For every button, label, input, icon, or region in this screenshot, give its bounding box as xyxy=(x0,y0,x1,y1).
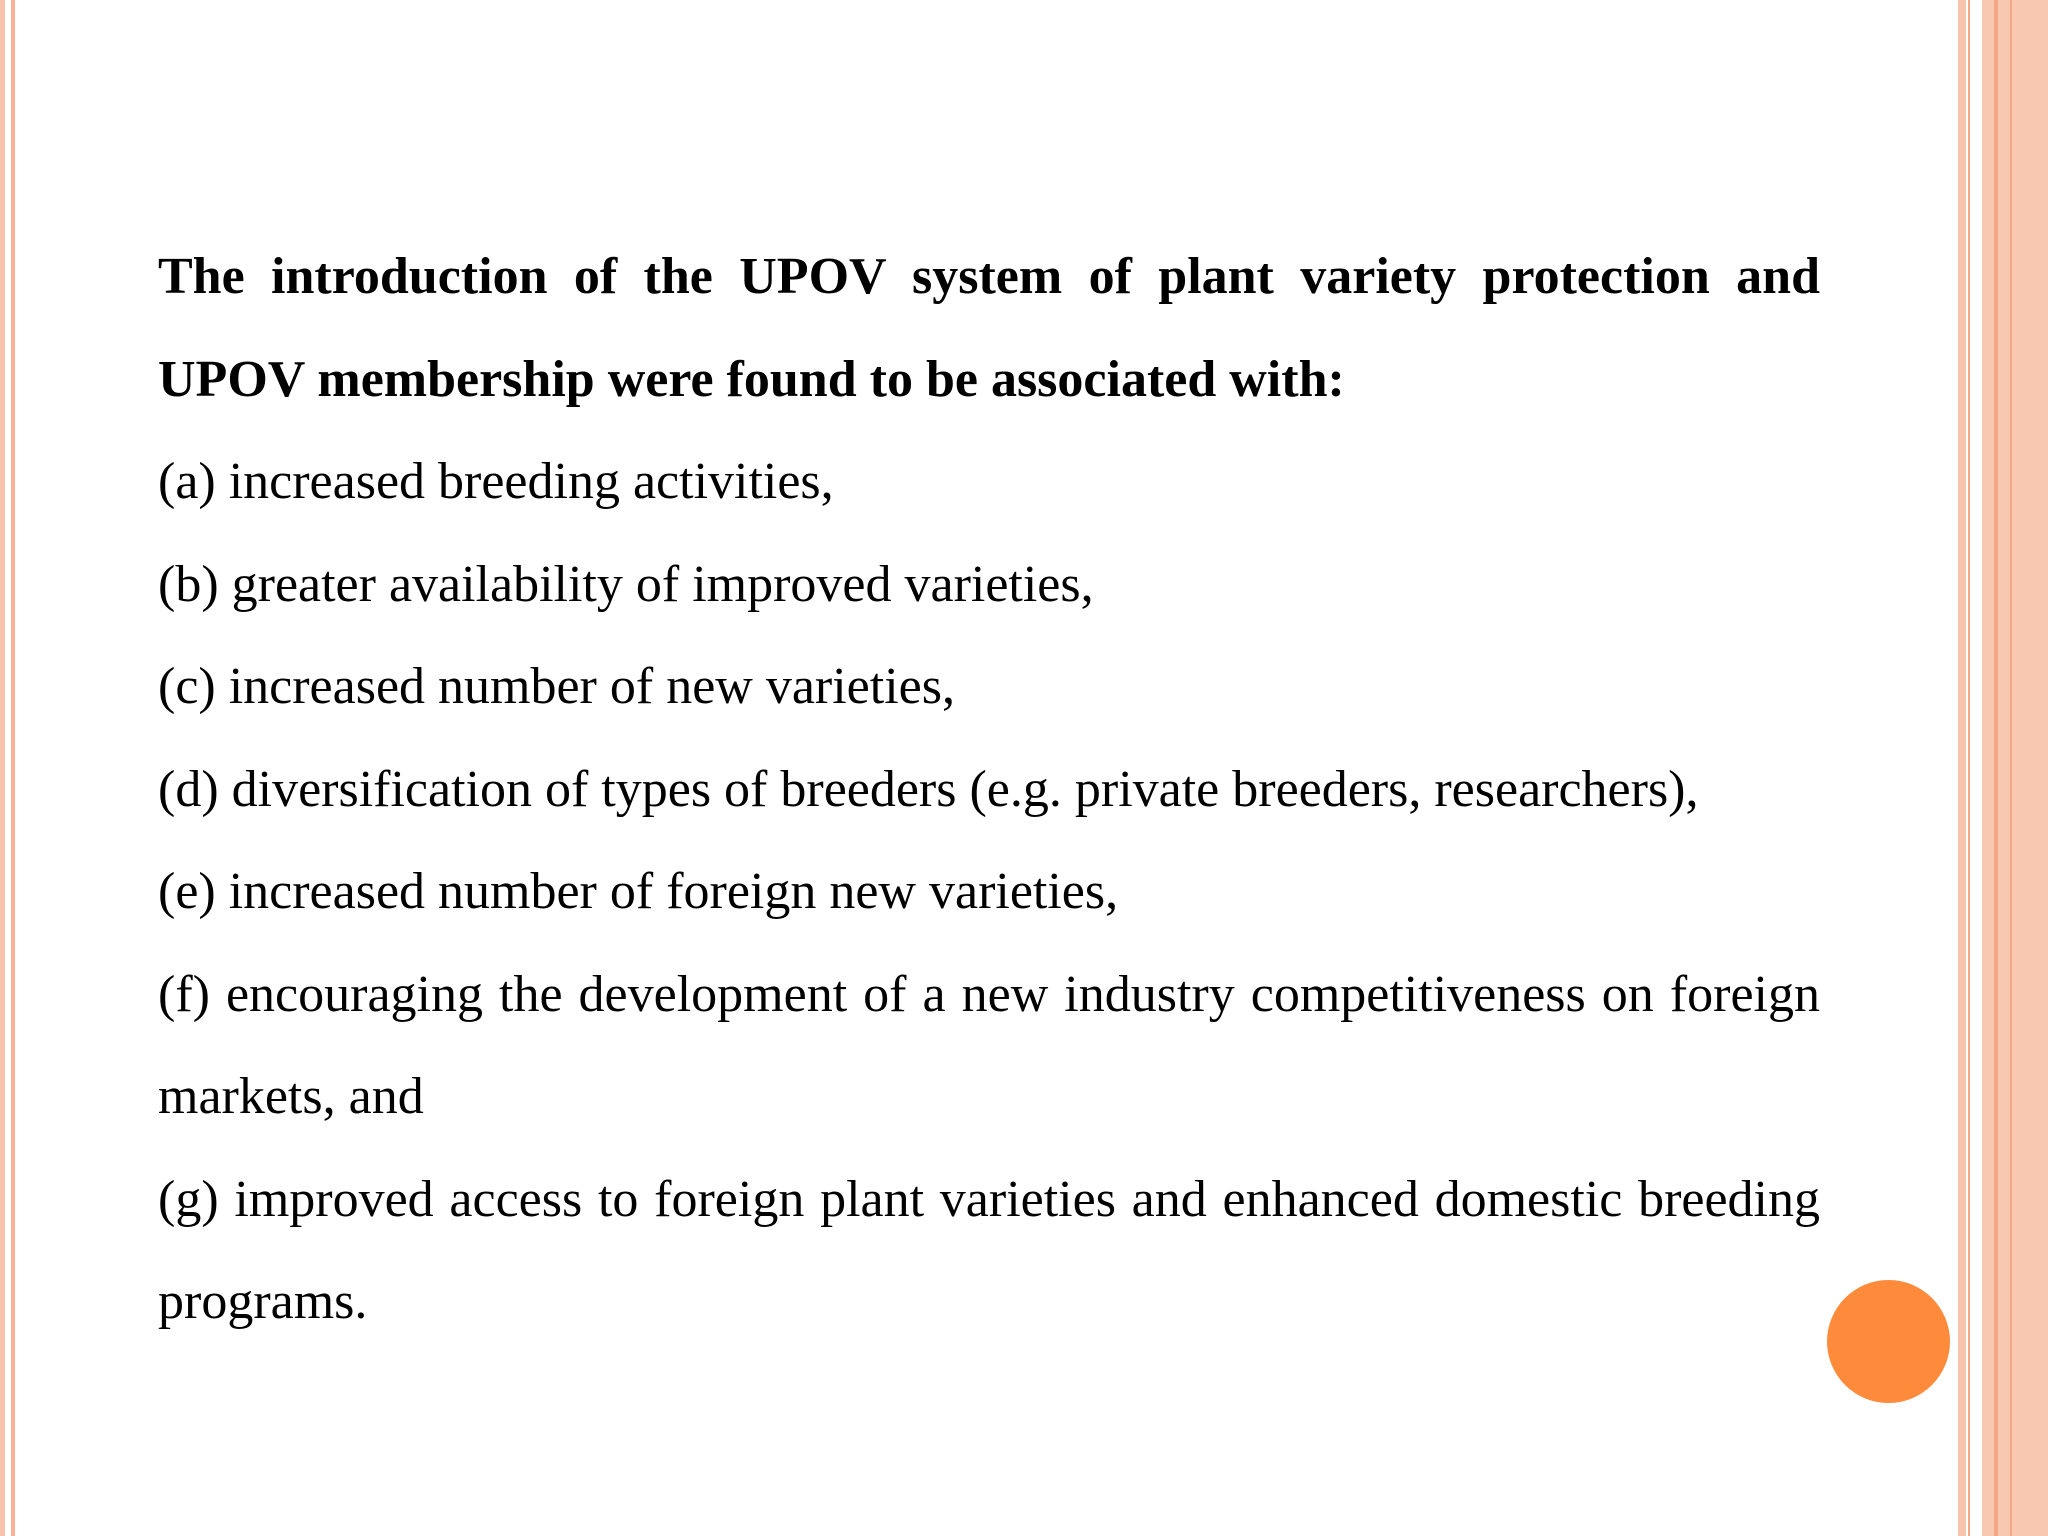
list-item-g: (g) improved access to foreign plant varieties and enhanced domestic breeding programs. xyxy=(158,1170,1820,1330)
right-border-band-line-2 xyxy=(2010,0,2012,1536)
list-item-c: (c) increased number of new varieties, xyxy=(158,658,955,715)
slide-body xyxy=(158,226,1820,1354)
right-border-line xyxy=(1968,0,1970,1536)
left-border-stripe xyxy=(0,0,5,1536)
intro-paragraph: The introduction of the UPOV system of plant variety protection and UPOV membership were found to be associated with: xyxy=(158,248,1820,408)
list-item-b: (b) greater availability of improved varieties, xyxy=(158,555,1094,613)
list-item-d: (d) diversification of types of breeders (e.g. private breeders, researchers), xyxy=(158,760,1699,818)
right-border-band-line xyxy=(1994,0,1998,1536)
list-item-f: (f) encouraging the development of a new industry competitiveness on foreign markets, and xyxy=(158,965,1820,1125)
list-item-a: (a) increased breeding activities, xyxy=(158,453,834,510)
right-border-band xyxy=(1982,0,2048,1536)
right-border-stripe xyxy=(1958,0,1966,1536)
list-item-e: (e) increased number of foreign new varieties, xyxy=(158,863,1119,920)
decorative-orange-circle xyxy=(1827,1280,1950,1403)
left-border-stripe-inner xyxy=(11,0,15,1536)
